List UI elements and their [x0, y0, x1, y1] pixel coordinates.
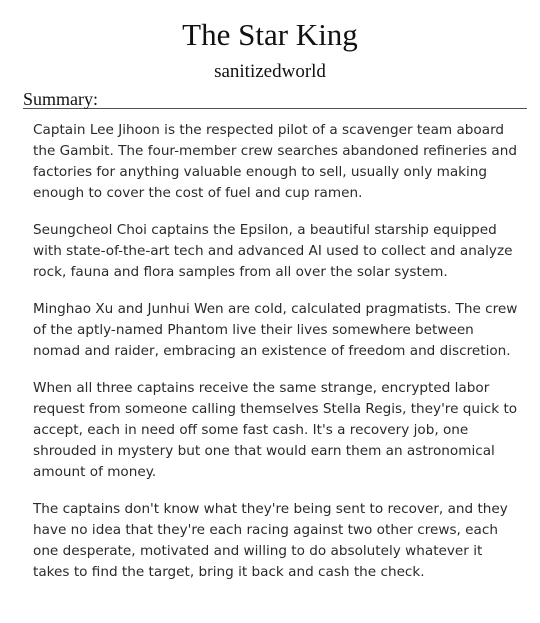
summary-heading: Summary:: [23, 89, 527, 109]
summary-paragraph-5: The captains don't know what they're being sent to recover, and they have no idea that they're each racing against two other crews, each one desperate, motivated and willing to do absolutely whatever it takes to find the target, bring it back and cash the check.: [33, 501, 508, 580]
summary-paragraph-2: Seungcheol Choi captains the Epsilon, a beautiful starship equipped with state-of-the-art tech and advanced AI used to collect and analyze rock, fauna and flora samples from all over the solar system.: [33, 222, 513, 280]
work-title: The Star King: [182, 17, 358, 52]
summary-body: [33, 120, 523, 599]
summary-paragraph-3: Minghao Xu and Junhui Wen are cold, calculated pragmatists. The crew of the aptly-named Phantom live their lives somewhere between nomad and raider, embracing an existence of freedom and discretion.: [33, 301, 518, 359]
summary-paragraph-1: Captain Lee Jihoon is the respected pilot of a scavenger team aboard the Gambit. The four-member crew searches abandoned refineries and factories for anything valuable enough to sell, usually only making enough to cover the cost of fuel and cup ramen.: [33, 122, 517, 201]
summary-paragraph-4: When all three captains receive the same strange, encrypted labor request from someone calling themselves Stella Regis, they're quick to accept, each in need off some fast cash. It's a recovery job, one shrouded in mystery but one that would earn them an astronomical amount of money.: [33, 380, 518, 480]
work-author[interactable]: sanitizedworld: [214, 61, 326, 82]
